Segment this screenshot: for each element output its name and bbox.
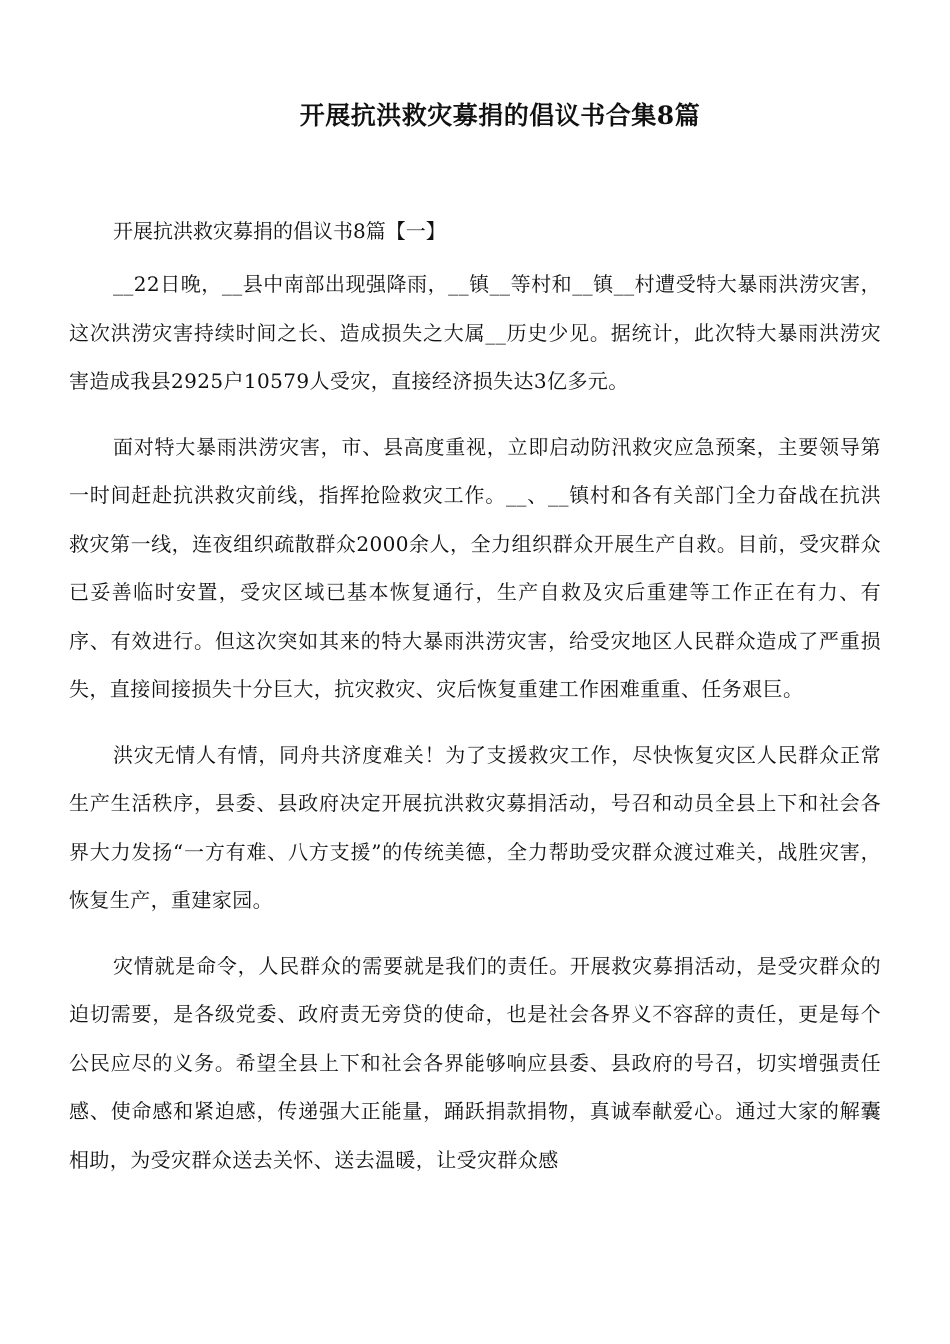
document-body bbox=[69, 207, 881, 1184]
document-title: 开展抗洪救灾募捐的倡议书合集8篇 bbox=[299, 101, 701, 130]
paragraph-3: 洪灾无情人有情，同舟共济度难关！为了支援救灾工作，尽快恢复灾区人民群众正常生产生活秩序，县委、县政府决定开展抗洪救灾募捐活动，号召和动员全县上下和社会各界大力发扬“一方有难、八方支援”的传统美德，全力帮助受灾群众渡过难关，战胜灾害，恢复生产，重建家园。 bbox=[69, 742, 881, 912]
paragraph-4: 灾情就是命令，人民群众的需要就是我们的责任。开展救灾募捐活动，是受灾群众的迫切需要，是各级党委、政府责无旁贷的使命，也是社会各界义不容辞的责任，更是每个公民应尽的义务。希望全县上下和社会各界能够响应县委、县政府的号召，切实增强责任感、使命感和紧迫感，传递强大正能量，踊跃捐款捐物，真诚奉献爱心。通过大家的解囊相助，为受灾群众送去关怀、送去温暖，让受灾群众感 bbox=[69, 953, 881, 1172]
section-heading: 开展抗洪救灾募捐的倡议书8篇【一】 bbox=[113, 219, 446, 243]
paragraph-2: 面对特大暴雨洪涝灾害，市、县高度重视，立即启动防汛救灾应急预案，主要领导第一时间赶赴抗洪救灾前线，指挥抢险救灾工作。__、__镇村和各有关部门全力奋战在抗洪救灾第一线，连夜组织疏散群众2000余人，全力组织群众开展生产自救。目前，受灾群众已妥善临时安置，受灾区域已基本恢复通行，生产自救及灾后重建等工作正在有力、有序、有效进行。但这次突如其来的特大暴雨洪涝灾害，给受灾地区人民群众造成了严重损失，直接间接损失十分巨大，抗灾救灾、灾后恢复重建工作困难重重、任务艰巨。 bbox=[69, 434, 881, 701]
paragraph-1: __22日晚，__县中南部出现强降雨，__镇__等村和__镇__村遭受特大暴雨洪涝灾害，这次洪涝灾害持续时间之长、造成损失之大属__历史少见。据统计，此次特大暴雨洪涝灾害造成我县2925户10579人受灾，直接经济损失达3亿多元。 bbox=[69, 272, 881, 393]
